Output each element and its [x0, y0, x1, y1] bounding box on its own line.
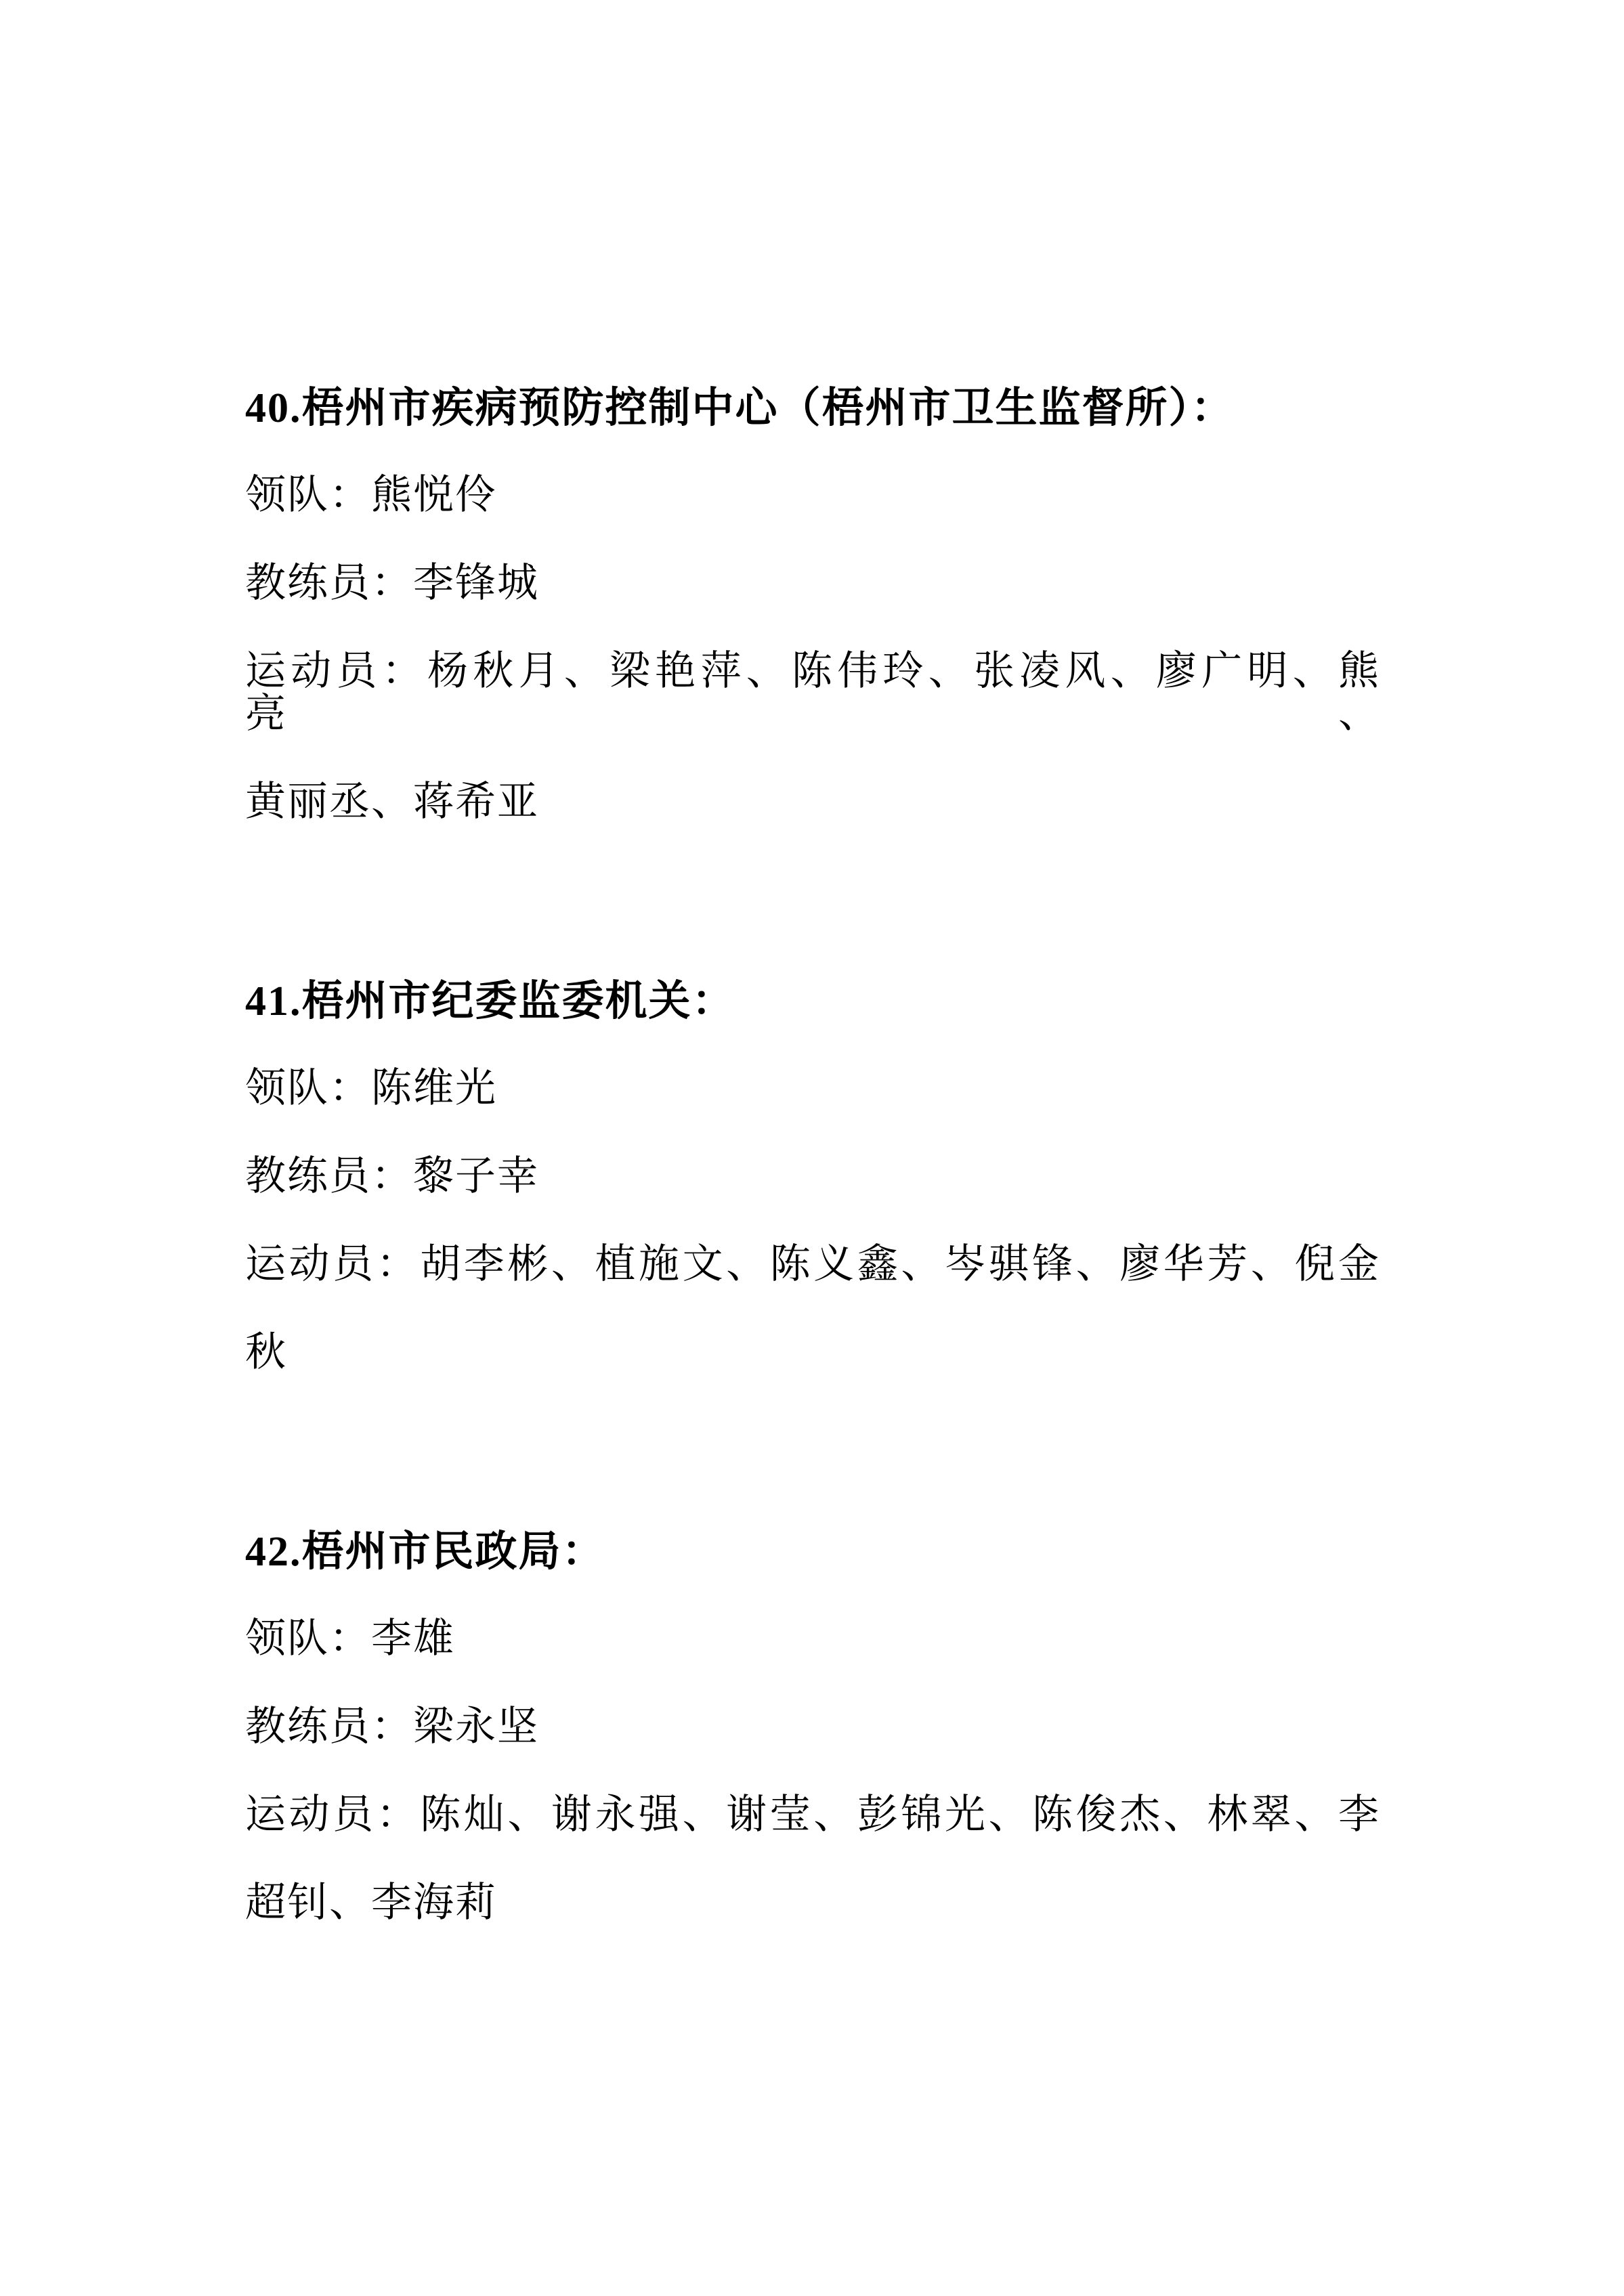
section-42: [245, 1530, 1380, 1924]
athletes-continuation-line: 超钊、李海莉: [245, 1880, 497, 1925]
document-content: [245, 385, 1422, 1925]
athletes-line: 运动员：陈灿、谢永强、谢莹、彭锦光、陈俊杰、林翠、李: [245, 1792, 1380, 1837]
athletes-continuation-line: 秋: [245, 1330, 287, 1374]
athletes-line: 运动员：胡李彬、植施文、陈义鑫、岑骐锋、廖华芳、倪金: [245, 1242, 1380, 1286]
coach-line: 教练员：梁永坚: [245, 1704, 539, 1749]
coach-line: 教练员：黎子幸: [245, 1154, 539, 1198]
section-heading: 40.梧州市疾病预防控制中心（梧州市卫生监督所）：: [245, 385, 1235, 431]
athletes-line: 运动员：杨秋月、梁艳萍、陈伟玲、张凌风、廖广明、熊 亮、: [245, 649, 1422, 736]
section-heading: 41.梧州市纪委监委机关：: [245, 978, 735, 1024]
section-41: [245, 979, 1380, 1374]
section-40: [245, 385, 1422, 824]
leader-line: 领队：李雄: [245, 1616, 455, 1661]
section-heading: 42.梧州市民政局：: [245, 1529, 605, 1575]
coach-line: 教练员：李锋城: [245, 561, 539, 605]
leader-line: 领队：熊悦伶: [245, 473, 497, 517]
athletes-continuation-line: 黄丽丞、蒋希亚: [245, 779, 539, 824]
leader-line: 领队：陈维光: [245, 1066, 497, 1110]
